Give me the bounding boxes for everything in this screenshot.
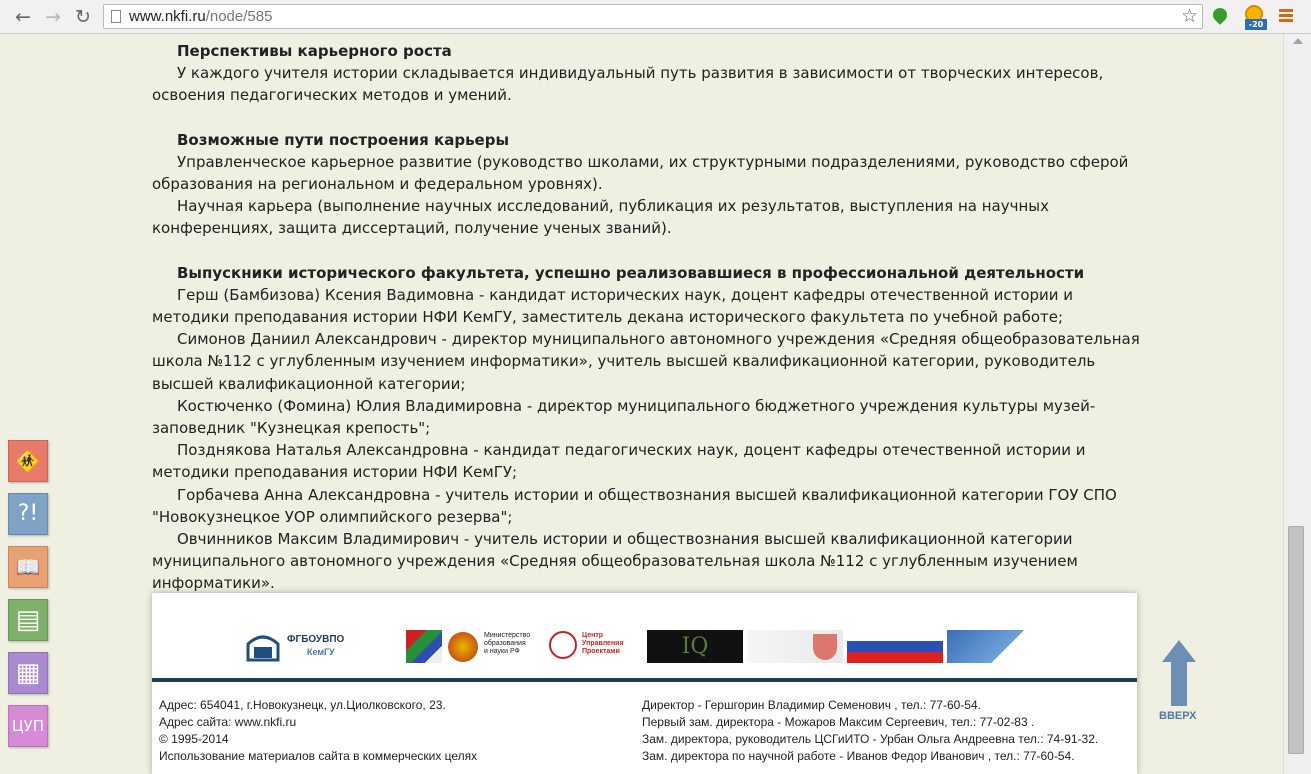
book-icon[interactable]: 📖 xyxy=(8,546,48,588)
question-icon[interactable]: ?! xyxy=(8,493,48,535)
browser-toolbar xyxy=(0,0,1311,34)
paragraph: Горбачева Анна Александровна - учитель истории и обществознания высшей квалификационной категории ГОУ СПО "Новокузнецкое УОР олимпийского резерва"; xyxy=(152,485,1117,526)
footer-notice: Использование материалов сайта в коммерческих целях xyxy=(159,749,478,763)
people-icon[interactable]: 🚸 xyxy=(8,440,48,482)
url-path: /node/585 xyxy=(205,8,273,25)
article-content xyxy=(152,40,1142,595)
coat-of-arms-icon xyxy=(813,634,837,660)
scroll-up-icon[interactable] xyxy=(1293,38,1303,44)
page-icon xyxy=(111,10,121,23)
books-logo[interactable] xyxy=(406,630,442,663)
footer-address: Адрес: 654041, г.Новокузнецк, ул.Циолковского, 23. xyxy=(159,698,446,712)
cup-icon[interactable]: ЦУП xyxy=(8,705,48,747)
emblem-banner-logo[interactable] xyxy=(747,630,843,663)
paragraph: Костюченко (Фомина) Юлия Владимировна - директор муниципального бюджетного учреждения культуры музей-заповедник "Кузнецкая крепость"; xyxy=(152,396,1096,438)
section-heading: Возможные пути построения карьеры xyxy=(177,130,510,149)
side-icon-bar xyxy=(8,440,48,758)
paragraph: Герш (Бамбизова) Ксения Вадимовна - кандидат исторических наук, доцент кафедры отечественной истории и методики преподавания истории НФИ КемГУ, заместитель декана исторического факультета по учебной работе; xyxy=(152,285,1074,327)
paragraph: Управленческое карьерное развитие (руководство школами, их структурными подразделениями, руководство сферой образования на региональном и федеральном уровнях). xyxy=(152,152,1129,194)
iq-logo[interactable]: IQ xyxy=(647,630,743,663)
footer-contact-line: Первый зам. директора - Можаров Максим Сергеевич, тел.: 77-02-83 . xyxy=(642,715,1035,729)
ministry-logo-line1: Министерство xyxy=(484,632,531,639)
footer-copyright: © 1995-2014 xyxy=(159,732,229,746)
weather-temp: -20 xyxy=(1245,19,1267,30)
paragraph: Научная карьера (выполнение научных исследований, публикация их результатов, выступления на научных конференциях, защита диссертаций, получение ученых званий). xyxy=(152,197,1049,238)
paragraph: Овчинников Максим Владимирович - учитель истории и обществознания высшей квалификационной категории муниципального автономного учреждения «Средняя общеобразовательная школа №112 с углубленным изучением информатики». xyxy=(152,530,1078,593)
section-heading: Перспективы карьерного роста xyxy=(177,42,452,60)
url-host: www.nkfi.ru xyxy=(129,8,206,25)
partner-logos xyxy=(152,593,1137,678)
ministry-logo-line2: образования xyxy=(484,640,526,647)
party-banner-logo[interactable] xyxy=(947,630,1043,663)
browser-menu-icon[interactable] xyxy=(1279,9,1293,24)
up-arrow-icon xyxy=(1162,640,1196,662)
reload-icon[interactable]: ↻ xyxy=(75,6,91,28)
scrollbar-thumb[interactable] xyxy=(1288,526,1304,754)
scrollbar[interactable] xyxy=(1283,34,1311,774)
footer-contacts-left xyxy=(159,697,477,765)
footer-contact-line: Директор - Гершгорин Владимир Семенович , тел.: 77-60-54. xyxy=(642,698,981,712)
center-logo-line1: Центр xyxy=(582,632,604,639)
ministry-logo-line3: и науки РФ xyxy=(484,648,520,655)
bookmark-star-icon[interactable]: ☆ xyxy=(1180,5,1198,27)
footer-site-link[interactable]: www.nkfi.ru xyxy=(234,715,297,729)
footer-site-label: Адрес сайта: xyxy=(159,715,235,729)
kemgu-logo-line1: ФГБОУВПО xyxy=(287,634,345,645)
paragraph: Симонов Даниил Александрович - директор муниципального автономного учреждения «Средняя общеобразовательная школа №112 с углубленным изучением информатики», учитель высшей квалификационной категории, руководитель высшей квалификационной категории; xyxy=(152,330,1140,393)
footer-contacts-right xyxy=(642,697,1098,765)
footer-site xyxy=(159,714,477,731)
scroll-to-top-label: ВВЕРХ xyxy=(1159,710,1197,722)
calendar-icon[interactable]: ▦ xyxy=(8,652,48,694)
extension-leaf-icon[interactable] xyxy=(1210,5,1230,25)
kemgu-logo-line2: КемГУ xyxy=(307,647,335,657)
address-bar[interactable] xyxy=(103,4,1203,29)
forward-arrow-icon[interactable]: → xyxy=(45,6,61,28)
footer-contact-line: Зам. директора, руководитель ЦСГиИТО - Урбан Ольга Андреевна тел.: 74-91-32. xyxy=(642,732,1099,746)
url-text[interactable] xyxy=(129,8,272,25)
eagle-emblem-icon xyxy=(448,632,478,662)
clock-icon xyxy=(549,631,577,659)
ministry-logo[interactable] xyxy=(448,630,543,663)
footer-contact-line: Зам. директора по научной работе - Иванов Федор Иванович , тел.: 77-60-54. xyxy=(642,749,1075,763)
center-logo-line2: Управления xyxy=(582,640,624,647)
paragraph: У каждого учителя истории складывается индивидуальный путь развития в зависимости от творческих интересов, освоения педагогических методов и умений. xyxy=(152,64,1104,105)
center-logo-line3: Проектами xyxy=(582,648,620,655)
paragraph: Позднякова Наталья Александровна - кандидат педагогических наук, доцент кафедры отечественной истории и методики преподавания истории НФИ КемГУ; xyxy=(152,441,1086,482)
document-icon[interactable]: ▤ xyxy=(8,599,48,641)
russian-flag-logo[interactable] xyxy=(847,630,943,663)
project-center-logo[interactable] xyxy=(549,630,639,663)
section-heading: Выпускники исторического факультета, успешно реализовавшиеся в профессиональной деятельности xyxy=(177,263,1085,282)
scroll-to-top-button[interactable] xyxy=(1159,640,1203,722)
footer-divider xyxy=(152,678,1137,682)
site-footer xyxy=(152,593,1137,774)
weather-extension-icon[interactable] xyxy=(1241,5,1267,31)
kemgu-logo[interactable] xyxy=(245,630,385,663)
back-arrow-icon[interactable]: ← xyxy=(15,6,31,28)
